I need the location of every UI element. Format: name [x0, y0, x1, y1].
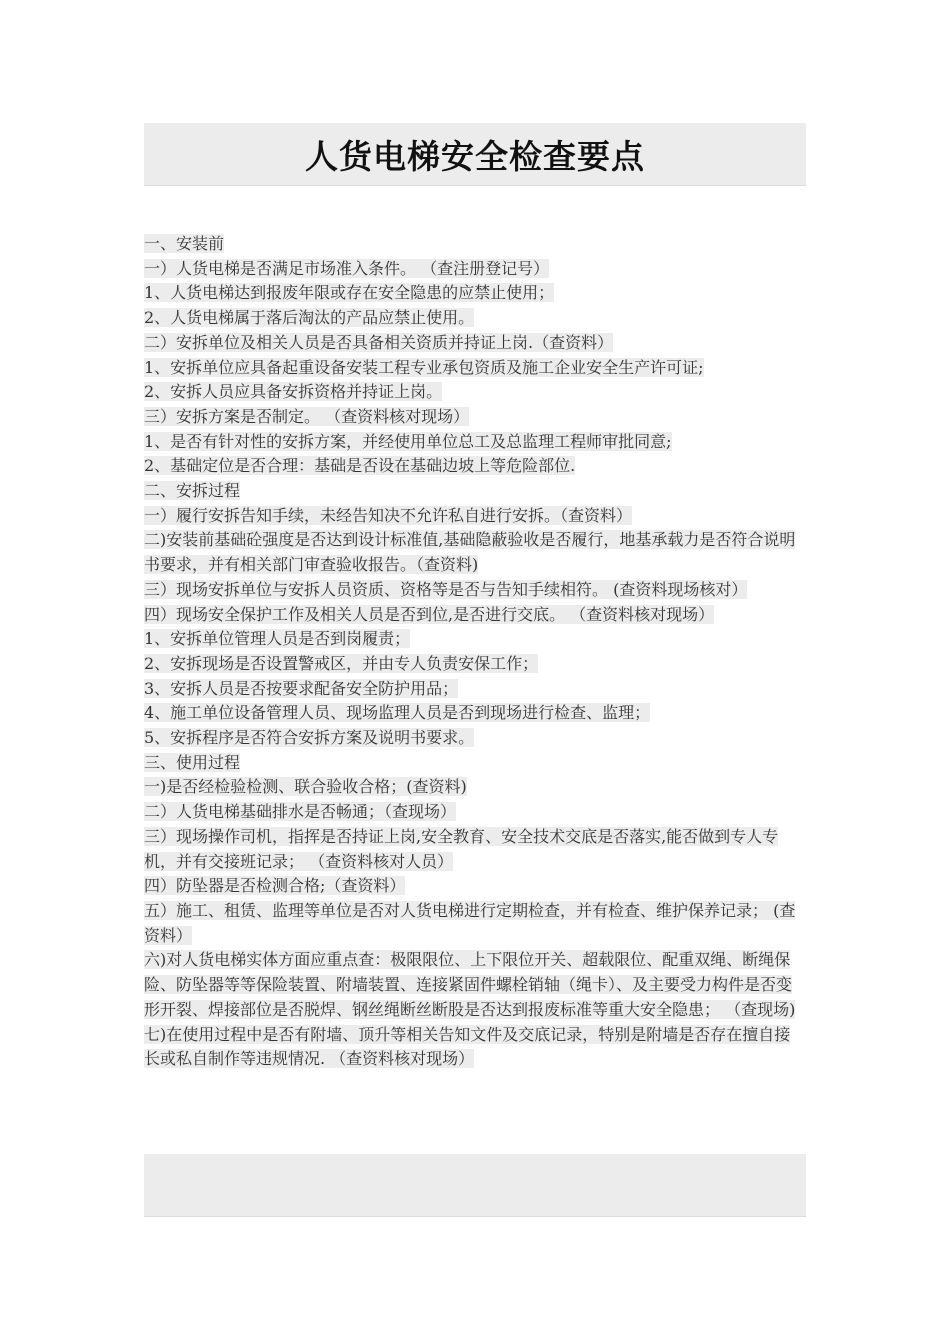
body-line: 1、人货电梯达到报废年限或存在安全隐患的应禁止使用； [144, 283, 555, 303]
body-line: 5、安拆程序是否符合安拆方案及说明书要求。 [144, 728, 475, 748]
body-line: 4、施工单位设备管理人员、现场监理人员是否到现场进行检查、监理； [144, 703, 651, 723]
body-line: 2、安拆人员应具备安拆资格并持证上岗。 [144, 382, 443, 402]
body-line: 一）人货电梯是否满足市场准入条件。 （查注册登记号） [144, 258, 550, 278]
body-line: 二)安装前基础砼强度是否达到设计标准值,基础隐蔽验收是否履行，地基承载力是否符合说明书要求，并有相关部门审查验收报告。（查资料) [144, 530, 796, 575]
body-line: 一)是否经检验检测、联合验收合格；(查资料) [144, 777, 467, 797]
body-line: 五）施工、租赁、监理等单位是否对人货电梯进行定期检查，并有检查、维护保养记录； (查资料） [144, 900, 796, 945]
section-heading: 三、使用过程 [144, 752, 241, 772]
body-line: 3、安拆人员是否按要求配备安全防护用品； [144, 678, 459, 698]
body-line: 六)对人货电梯实体方面应重点查：极限限位、上下限位开关、超载限位、配重双绳、断绳保险、防坠器等等保险装置、附墙装置、连接紧固件螺栓销轴（绳卡）、及主要受力构件是否变形开裂、焊接部位是否脱焊、钢丝绳断丝断股是否达到报废标准等重大安全隐患； （查现场) [144, 950, 796, 1019]
body-line: 二）人货电梯基础排水是否畅通；（查现场） [144, 802, 457, 822]
body-line: 三）现场操作司机，指挥是否持证上岗,安全教育、安全技术交底是否落实,能否做到专人专机，并有交接班记录； （查资料核对人员） [144, 826, 779, 871]
body-line: 2、基础定位是否合理：基础是否设在基础边坡上等危险部位. [144, 456, 576, 476]
body-line: 一）履行安拆告知手续，未经告知决不允许私自进行安拆。（查资料） [144, 505, 633, 525]
body-line: 1、安拆单位应具备起重设备安装工程专业承包资质及施工企业安全生产许可证; [144, 357, 704, 377]
body-line: 1、安拆单位管理人员是否到岗履责； [144, 629, 411, 649]
body-line: 1、是否有针对性的安拆方案，并经使用单位总工及总监理工程师审批同意; [144, 431, 672, 451]
footer-band [144, 1154, 806, 1217]
body-line: 四）现场安全保护工作及相关人员是否到位,是否进行交底。 （查资料核对现场） [144, 604, 715, 624]
section-heading: 二、安拆过程 [144, 481, 241, 501]
document-body [144, 232, 806, 1072]
section-heading: 一、安装前 [144, 234, 225, 253]
body-line: 七)在使用过程中是否有附墙、顶升等相关告知文件及交底记录，特别是附墙是否存在擅自接长或私自制作等违规情况. （查资料核对现场） [144, 1024, 791, 1069]
body-line: 三）现场安拆单位与安拆人员资质、资格等是否与告知手续相符。 (查资料现场核对） [144, 579, 748, 599]
body-line: 二）安拆单位及相关人员是否具备相关资质并持证上岗.（查资料） [144, 332, 614, 352]
body-line: 三）安拆方案是否制定。 （查资料核对现场） [144, 406, 470, 426]
body-line: 四）防坠器是否检测合格;（查资料） [144, 876, 406, 896]
document-title: 人货电梯安全检查要点 [305, 136, 645, 176]
body-line: 2、人货电梯属于落后淘汰的产品应禁止使用。 [144, 308, 475, 328]
title-band [144, 123, 806, 186]
body-line: 2、安拆现场是否设置警戒区，并由专人负责安保工作； [144, 653, 539, 673]
